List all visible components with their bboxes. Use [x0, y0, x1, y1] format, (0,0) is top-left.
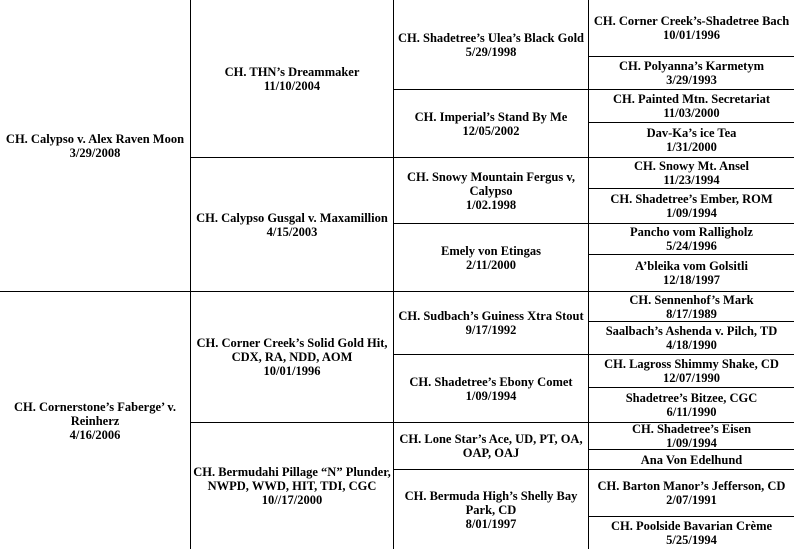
ancestor-name: CH. Shadetree’s Ember, ROM [610, 192, 773, 206]
ancestor-name: A’bleika vom Golsitli [635, 259, 748, 273]
grandparent-name: CH. Bermudahi Pillage “N” Plunder, NWPD, WWD, HIT, TDI, CGC [193, 465, 391, 493]
ancestor-name: CH. Snowy Mt. Ansel [634, 159, 749, 173]
great-grandparent-name: CH. Bermuda High’s Shelly Bay Park, CD [404, 488, 578, 517]
ancestor-date: 4/18/1990 [666, 338, 717, 352]
ancestor-name: CH. Shadetree’s Eisen [631, 422, 752, 436]
grandparent-date: 11/10/2004 [263, 78, 321, 93]
ancestor-date: 1/09/1994 [666, 206, 717, 220]
sire-date: 3/29/2008 [69, 145, 121, 160]
ancestor-name: Dav-Ka’s ice Tea [646, 126, 737, 140]
great-grandparent-cell [394, 470, 588, 549]
great-grandparent-cell [394, 292, 588, 354]
grandparent-cell [191, 158, 393, 291]
ancestor-name: CH. Lagross Shimmy Shake, CD [604, 357, 779, 371]
ancestor-name: CH. Painted Mtn. Secretariat [612, 92, 771, 106]
great-grandparent-cell [394, 0, 588, 89]
grandparent-name: CH. Calypso Gusgal v. Maxamillion [196, 210, 388, 225]
grandparent-cell [191, 0, 393, 157]
great-grandparent-date: 2/11/2000 [465, 257, 516, 272]
grandparent-date: 4/15/2003 [266, 224, 318, 239]
ancestor-date: 5/24/1996 [666, 239, 717, 253]
great-grandparent-name: CH. Shadetree’s Ebony Comet [409, 374, 573, 389]
ancestor-name: CH. Barton Manor’s Jefferson, CD [597, 479, 786, 493]
dam-cell [0, 292, 190, 549]
ancestor-cell [589, 450, 794, 469]
great-grandparent-date: 8/01/1997 [465, 516, 517, 531]
ancestor-cell [589, 158, 794, 188]
ancestor-cell [589, 423, 794, 449]
ancestor-date: 11/23/1994 [663, 173, 720, 187]
sire-cell [0, 0, 190, 291]
ancestor-cell [589, 292, 794, 321]
great-grandparent-name: CH. Imperial’s Stand By Me [414, 109, 568, 124]
ancestor-cell [589, 90, 794, 122]
grandparent-cell [191, 292, 393, 422]
ancestor-date: 1/31/2000 [666, 140, 717, 154]
ancestor-date: 8/17/1989 [666, 306, 717, 321]
ancestor-date: 3/29/1993 [666, 73, 717, 87]
ancestor-date: 12/07/1990 [663, 371, 720, 385]
ancestor-cell [589, 57, 794, 89]
great-grandparent-cell [394, 355, 588, 422]
great-grandparent-name: Emely von Etingas [440, 243, 541, 258]
great-grandparent-date: 12/05/2002 [462, 123, 520, 138]
ancestor-name: CH. Corner Creek’s-Shadetree Bach [593, 14, 790, 28]
grandparent-name: CH. THN’s Dreammaker [224, 64, 360, 79]
great-grandparent-name: CH. Snowy Mountain Fergus v, Calypso [406, 169, 576, 198]
dam-name: CH. Cornerstone’s Faberge’ v. Reinherz [13, 399, 177, 428]
ancestor-cell [589, 517, 794, 549]
ancestor-date: 6/11/1990 [666, 405, 717, 419]
great-grandparent-cell [394, 224, 588, 291]
ancestor-date: 12/18/1997 [663, 273, 720, 287]
ancestor-date: 1/09/1994 [666, 436, 717, 450]
ancestor-date: 11/03/2000 [663, 106, 720, 120]
ancestor-name: Pancho vom Ralligholz [630, 225, 753, 239]
ancestor-date: 5/25/1994 [666, 533, 717, 547]
ancestor-cell [589, 355, 794, 387]
great-grandparent-cell [394, 158, 588, 223]
great-grandparent-date: 1/09/1994 [465, 388, 517, 403]
great-grandparent-date: 9/17/1992 [465, 323, 517, 337]
ancestor-cell [589, 123, 794, 157]
great-grandparent-date: 1/02.1998 [465, 197, 517, 212]
great-grandparent-name: CH. Shadetree’s Ulea’s Black Gold [398, 30, 584, 45]
ancestor-name: CH. Polyanna’s Karmetym [618, 59, 764, 73]
ancestor-cell [589, 255, 794, 291]
ancestor-cell [589, 470, 794, 516]
sire-name: CH. Calypso v. Alex Raven Moon [5, 131, 185, 146]
ancestor-cell [589, 0, 794, 56]
ancestor-name: CH. Sennenhof’s Mark [629, 292, 754, 307]
ancestor-name: Ana Von Edelhund [640, 452, 743, 467]
great-grandparent-name: CH. Lone Star’s Ace, UD, PT, OA, OAP, OAJ [399, 432, 583, 460]
ancestor-date: 10/01/1996 [663, 28, 720, 42]
dam-date: 4/16/2006 [69, 427, 121, 442]
great-grandparent-cell [394, 90, 588, 157]
ancestor-cell [589, 388, 794, 422]
ancestor-name: Shadetree’s Bitzee, CGC [625, 391, 758, 405]
ancestor-name: Saalbach’s Ashenda v. Pilch, TD [605, 324, 778, 338]
ancestor-cell [589, 224, 794, 254]
great-grandparent-date: 5/29/1998 [465, 44, 517, 59]
ancestor-date: 2/07/1991 [666, 493, 717, 507]
grandparent-cell [191, 423, 393, 549]
great-grandparent-cell [394, 423, 588, 469]
ancestor-cell [589, 322, 794, 354]
grandparent-date: 10/01/1996 [263, 364, 321, 378]
grandparent-name: CH. Corner Creek’s Solid Gold Hit, CDX, RA, NDD, AOM [196, 336, 388, 364]
ancestor-name: CH. Poolside Bavarian Crème [610, 519, 773, 533]
ancestor-cell [589, 189, 794, 223]
grandparent-date: 10//17/2000 [261, 493, 323, 507]
great-grandparent-name: CH. Sudbach’s Guiness Xtra Stout [398, 309, 584, 323]
